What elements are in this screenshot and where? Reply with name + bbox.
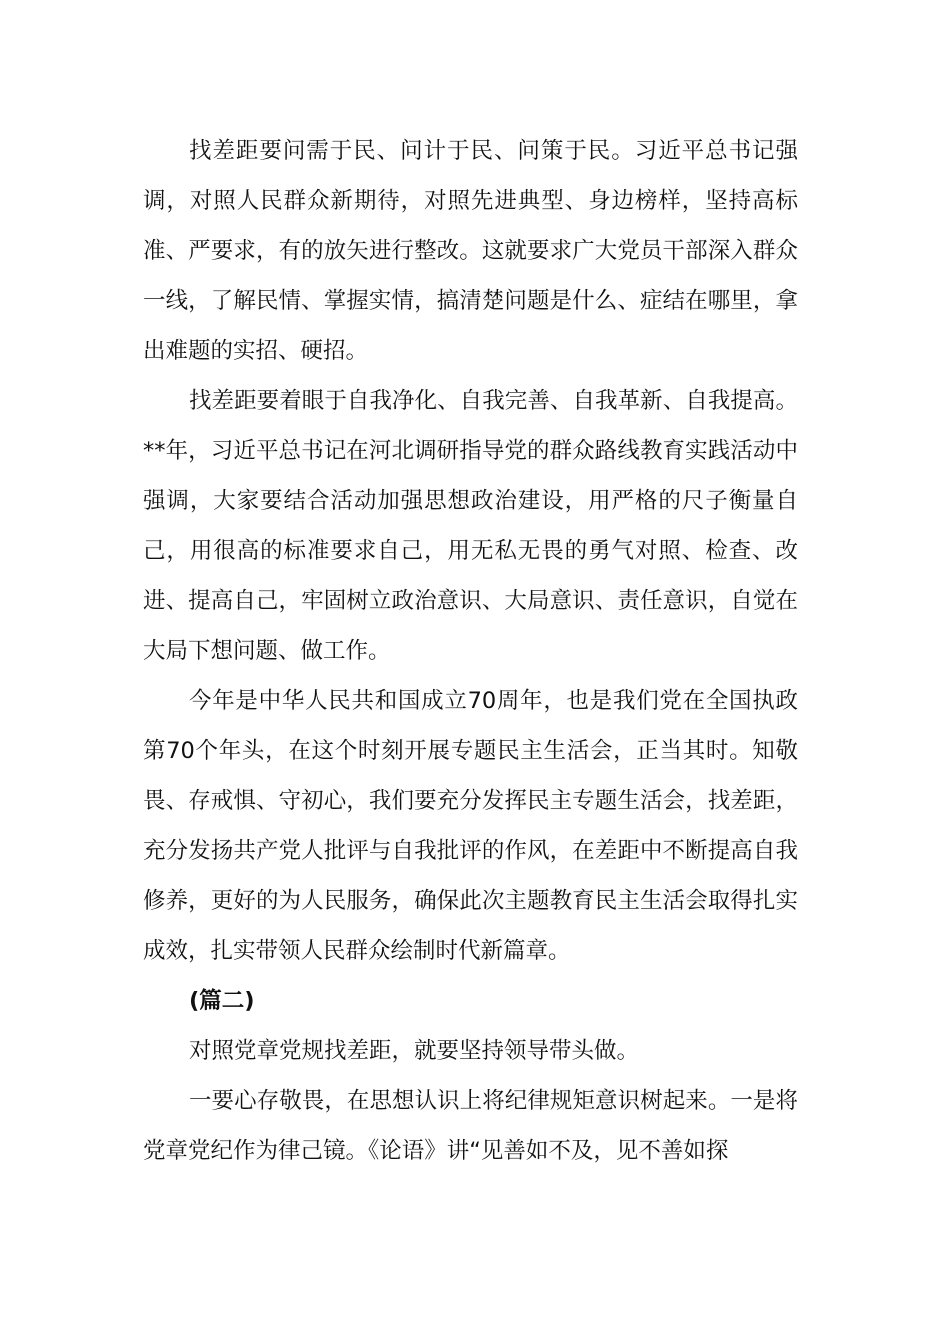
document-body [143,126,798,1176]
paragraph-2: 找差距要着眼于自我净化、自我完善、自我革新、自我提高。**年，习近平总书记在河北调研指导党的群众路线教育实践活动中强调，大家要结合活动加强思想政治建设，用严格的尺子衡量自己，用很高的标准要求自己，用无私无畏的勇气对照、检查、改进、提高自己，牢固树立政治意识、大局意识、责任意识，自觉在大局下想问题、做工作。 [143,388,798,664]
paragraph-3: 今年是中华人民共和国成立70周年，也是我们党在全国执政第70个年头，在这个时刻开展专题民主生活会，正当其时。知敬畏、存戒惧、守初心，我们要充分发挥民主专题生活会，找差距，充分发扬共产党人批评与自我批评的作风，在差距中不断提高自我修养，更好的为人民服务，确保此次主题教育民主生活会取得扎实成效，扎实带领人民群众绘制时代新篇章。 [143,688,798,964]
paragraph-4: 对照党章党规找差距，就要坚持领导带头做。 [189,1038,640,1064]
section-heading: (篇二) [189,988,255,1014]
paragraph-5: 一要心存敬畏，在思想认识上将纪律规矩意识树起来。一是将党章党纪作为律己镜。《论语》讲“见善如不及，见不善如探 [143,1088,798,1164]
paragraph-1: 找差距要问需于民、问计于民、问策于民。习近平总书记强调，对照人民群众新期待，对照先进典型、身边榜样，坚持高标准、严要求，有的放矢进行整改。这就要求广大党员干部深入群众一线，了解民情、掌握实情，搞清楚问题是什么、症结在哪里，拿出难题的实招、硬招。 [143,138,798,364]
